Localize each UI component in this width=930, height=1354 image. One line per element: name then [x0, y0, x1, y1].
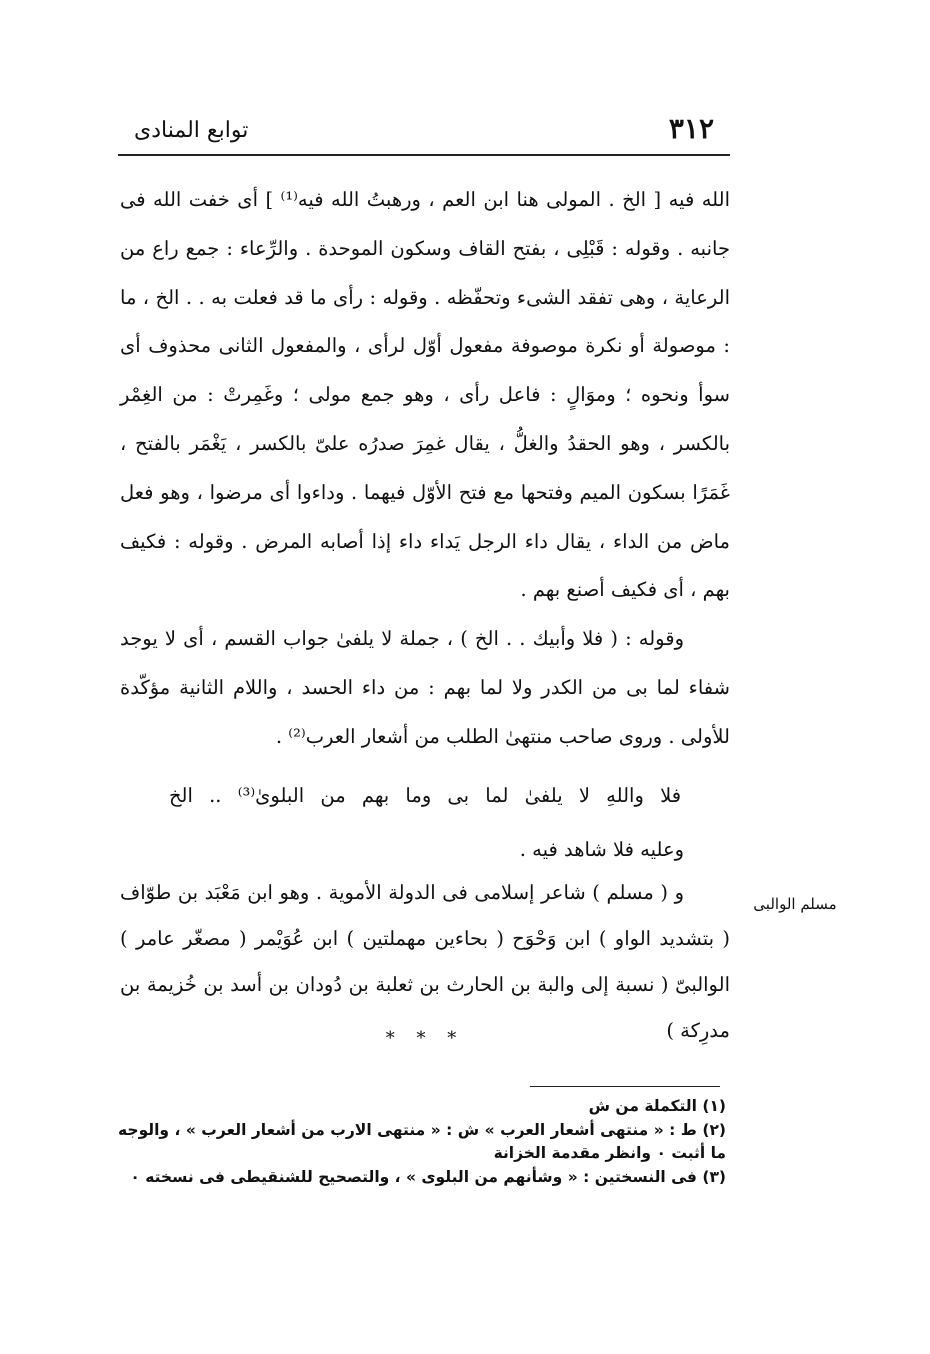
footnote-3: (٣) فى النسختين : « وشأنهم من البلوى » ، والتصحيح للشنقيطى فى نسخته ٠: [130, 1167, 726, 1186]
paragraph-poet: و ( مسلم ) شاعر إسلامى فى الدولة الأموية . وهو ابن مَعْبَد بن طوّاف ( بتشديد الواو ) ابن وَحْوَح ( بحاءين مهملتين ) ابن عُوَيْمر ( مصغّر عامر ) الوالبىّ ( نسبة إلى والبة بن الحارث بن ثعلبة بن دُودان بن أسد بن خُزيمة بن مدرِكة ): [120, 881, 730, 1042]
footnote-2: (٢) ط : « منتهى أشعار العرب » ش : « منتهى الارب من أشعار العرب » ، والوجه ما أثبت ٠ وانظر مقدمة الخزانة: [118, 1120, 726, 1162]
poet-biography: [120, 870, 730, 1054]
header-rule: [118, 154, 730, 156]
margin-note: مسلم الوالبى: [753, 895, 837, 913]
verse-line: فلا واللهِ لا يلفىٰ لما بى وما بهم من البلوىٰ⁽³⁾ .. الخ: [168, 783, 682, 807]
paragraph-commentary: الله فيه [ الخ . المولى هنا ابن العم ، ورهبتُ الله فيه⁽¹⁾ ] أى خفت الله فى جانبه . وقوله : قَبْلِى ، بفتح القاف وسكون الموحدة . والرِّعاء : جمع راع من الرعاية ، وهى تفقد الشىء وتحفّظه . وقوله : رأى ما قد فعلت به . . الخ ، ما : موصولة أو نكرة موصوفة مفعول أوّل لرأى ، والمفعول الثانى محذوف أى سوأ ونحوه ؛ وموَالٍ : فاعل رأى ، وهو جمع مولى ؛ وغَمِرتْ : من الغِمْر بالكسر ، وهو الحقدُ والغلُّ ، يقال غمِرَ صدرُه علىّ بالكسر ، يَغْمَر بالفتح ، غَمَرًا بسكون الميم وفتحها مع فتح الأوّل فيهما . وداءوا أى مرضوا ، وهو فعل ماض من الداء ، يقال داء الرجل يَداء داء إذا أصابه المرض . وقوله : فكيف بهم ، أى فكيف أصنع بهم .: [120, 188, 730, 602]
page-header: [118, 112, 730, 158]
footnote-1: (١) التكملة من ش: [588, 1097, 726, 1115]
footnote-rule: [530, 1086, 720, 1087]
footnotes: [118, 1095, 726, 1189]
running-title: توابع المنادى: [134, 118, 249, 143]
section-separator: * * *: [385, 1028, 465, 1049]
paragraph-oath: وقوله : ( فلا وأبيك . . الخ ) ، جملة لا يلفىٰ جواب القسم ، أى لا يوجد شفاء لما بى من الكدر ولا لما بهم : من داء الحسد ، واللام الثانية مؤكّدة للأولى . وروى صاحب منتهىٰ الطلب من أشعار العرب⁽²⁾ .: [120, 627, 730, 748]
paragraph-conclusion: وعليه فلا شاهد فيه .: [519, 838, 684, 862]
main-text: [120, 176, 730, 875]
page-number: ٣١٢: [668, 112, 714, 145]
